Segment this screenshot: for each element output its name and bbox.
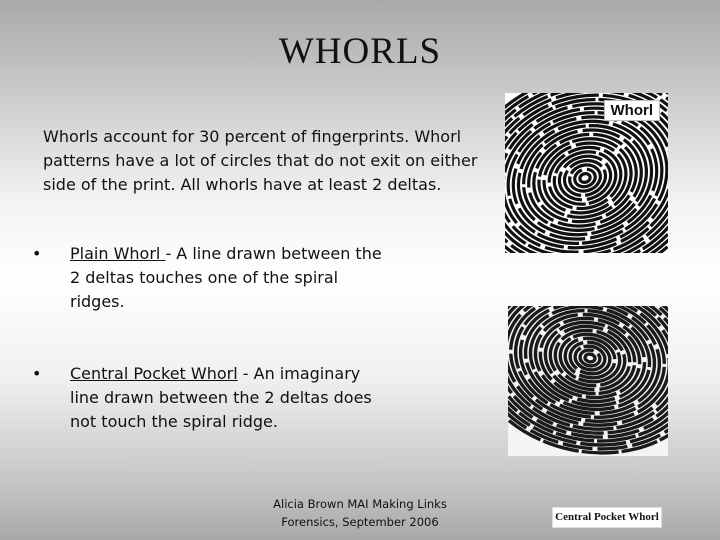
central-pocket-whorl-fingerprint-image bbox=[508, 306, 668, 456]
bullet-description: - A line drawn between the 2 deltas touches one of the spiral ridges. bbox=[70, 244, 382, 311]
bullet-term: Central Pocket Whorl bbox=[70, 364, 238, 383]
bullet-marker: • bbox=[32, 244, 42, 263]
bullet-text bbox=[70, 362, 392, 434]
intro-paragraph: Whorls account for 30 percent of fingerprints. Whorl patterns have a lot of circles that do not exit on either side of the print. All whorls have at least 2 deltas. bbox=[43, 127, 478, 194]
bullet-text bbox=[70, 242, 392, 314]
slide-title: WHORLS bbox=[278, 31, 442, 72]
footer-credit bbox=[250, 495, 470, 531]
bullet-marker: • bbox=[32, 364, 42, 383]
bullet-central-pocket-whorl bbox=[32, 362, 392, 434]
footer-line-1: Alicia Brown MAI Making Links bbox=[273, 497, 447, 511]
plain-whorl-label: Whorl bbox=[604, 100, 661, 121]
central-pocket-whorl-fingerprint-graphic bbox=[508, 306, 668, 456]
bullet-plain-whorl bbox=[32, 242, 392, 314]
footer-line-2: Forensics, September 2006 bbox=[281, 515, 439, 529]
central-pocket-whorl-label: Central Pocket Whorl bbox=[552, 507, 662, 528]
bullet-description: - An imaginary line drawn between the 2 deltas does not touch the spiral ridge. bbox=[70, 364, 372, 431]
bullet-term: Plain Whorl bbox=[70, 244, 166, 263]
plain-whorl-fingerprint-image bbox=[505, 93, 668, 253]
